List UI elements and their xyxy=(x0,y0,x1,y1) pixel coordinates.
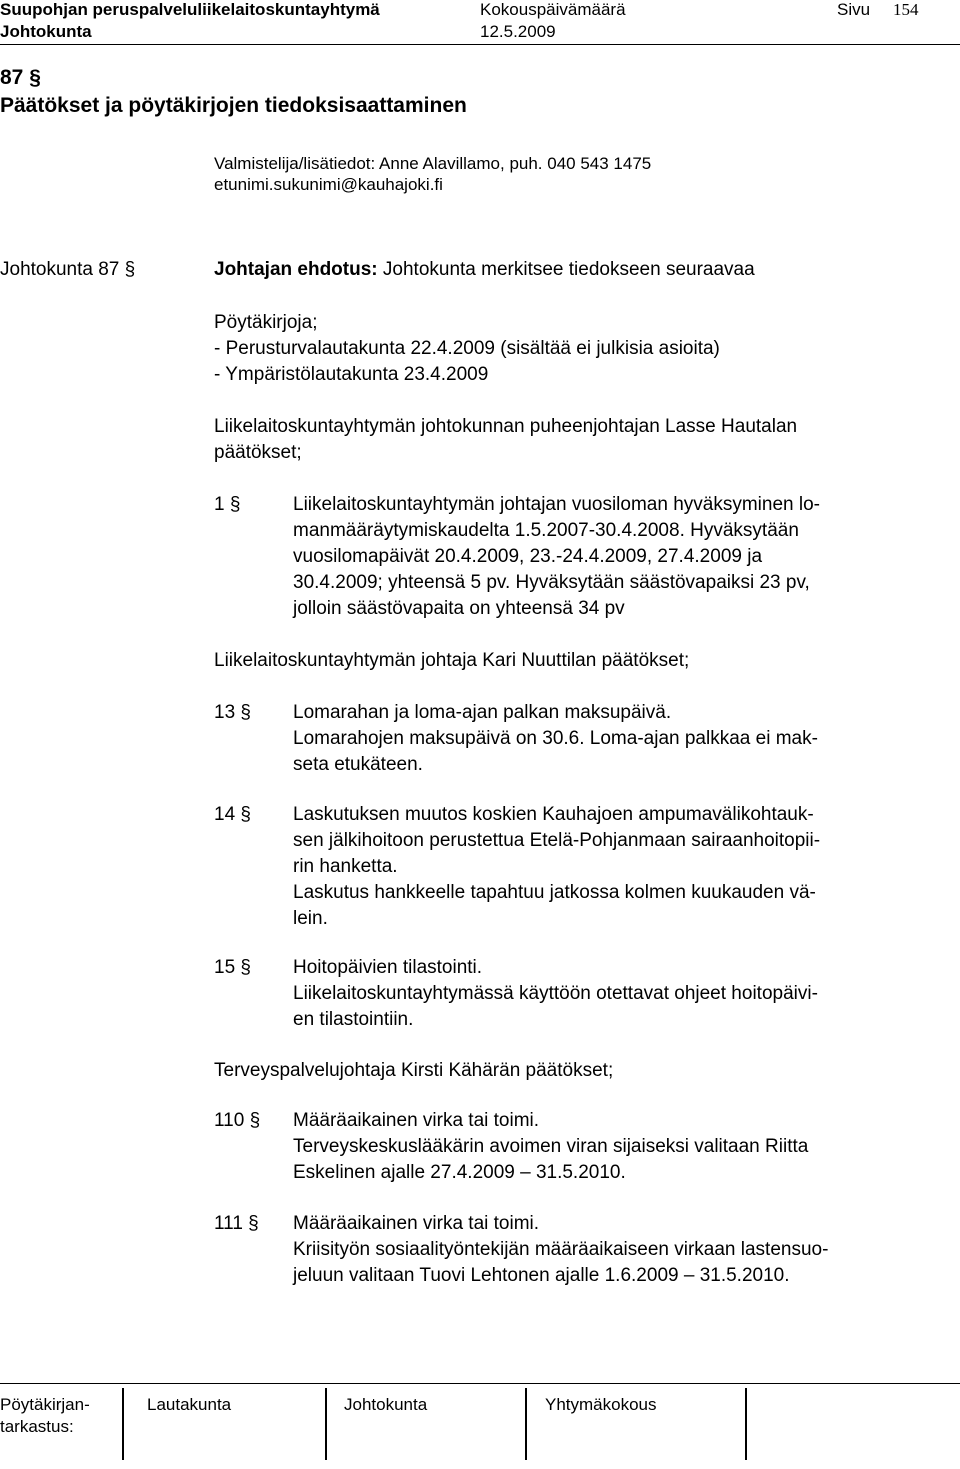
header-rule xyxy=(0,44,960,45)
decision-text: Määräaikainen virka tai toimi. Kriisityön sosiaalityöntekijän määräaikaiseen virkaan lastensuo- jeluun valitaan Tuovi Lehtonen ajalle 1.6.2009 – 31.5.2010. xyxy=(293,1213,829,1286)
health-heading: Terveyspalvelujohtaja Kirsti Kähärän päätökset; xyxy=(214,1060,614,1081)
proposal-ref-body: Johtokunta 87 xyxy=(0,259,120,280)
preparer-info: Valmistelija/lisätiedot: Anne Alavillamo, puh. 040 543 1475 xyxy=(214,154,652,173)
footer-divider xyxy=(325,1388,327,1460)
chair-heading-line: päätökset; xyxy=(214,442,302,463)
footer-col-yhtymakokous: Yhtymäkokous xyxy=(545,1395,657,1414)
proposal-line xyxy=(214,257,755,283)
proposal-ref-sign: § xyxy=(124,259,136,280)
section-title: Päätökset ja pöytäkirjojen tiedoksisaattaminen xyxy=(0,94,467,117)
header-meeting-label: Kokouspäivämäärä xyxy=(480,0,626,19)
section-heading xyxy=(0,66,41,90)
footer-divider xyxy=(122,1388,124,1460)
proposal-reference xyxy=(0,257,135,283)
footer-divider xyxy=(525,1388,527,1460)
chair-heading xyxy=(214,414,797,466)
decision-text: Laskutuksen muutos koskien Kauhajoen ampumavälikohtauk- sen jälkihoitoon perustettua Etelä-Pohjanmaan sairaanhoitopii- rin hanketta. Laskutus hankkeelle tapahtuu jatkossa kolmen kuukauden vä- lein. xyxy=(293,804,821,929)
decision-text: Hoitopäivien tilastointi. Liikelaitoskuntayhtymässä käyttöön otettavat ohjeet hoitopäivi- en tilastointiin. xyxy=(293,957,818,1030)
section-number: 87 xyxy=(0,66,24,89)
footer-col-johtokunta: Johtokunta xyxy=(344,1395,428,1414)
minutes-item: - Perusturvalautakunta 22.4.2009 (sisältää ei julkisia asioita) xyxy=(214,338,720,359)
decision-number: 111 § xyxy=(214,1213,259,1234)
header-body-name: Johtokunta xyxy=(0,22,92,41)
proposal-label: Johtajan ehdotus: xyxy=(214,259,378,280)
preparer-email: etunimi.sukunimi@kauhajoki.fi xyxy=(214,175,443,194)
footer-divider xyxy=(745,1388,747,1460)
decision-text: Lomarahan ja loma-ajan palkan maksupäivä. Lomarahojen maksupäivä on 30.6. Loma-ajan palkkaa ei mak- seta etukäteen. xyxy=(293,702,818,775)
header-meeting-date: 12.5.2009 xyxy=(480,22,556,41)
decision-number: 14 § xyxy=(214,804,251,825)
decision-text: Määräaikainen virka tai toimi. Terveyskeskuslääkärin avoimen viran sijaiseksi valitaan Riitta Eskelinen ajalle 27.4.2009 – 31.5.2010. xyxy=(293,1110,809,1183)
header-page-label: Sivu xyxy=(837,0,871,19)
decision-text: Liikelaitoskuntayhtymän johtajan vuosiloman hyväksyminen lo- manmääräytymiskaudelta 1.5.2007-30.4.2008. Hyväksytään vuosilomapäivät 20.4.2009, 23.-24.4.2009, 27.4.2009 ja 30.4.2009; yhteensä 5 pv. Hyväksytään säästövapaiksi 23 pv, jolloin säästövapaita on yhteensä 34 pv xyxy=(293,494,820,619)
decision-number: 13 § xyxy=(214,702,251,723)
minutes-item: - Ympäristölautakunta 23.4.2009 xyxy=(214,364,489,385)
footer-check-label: Pöytäkirjan- tarkastus: xyxy=(0,1395,90,1436)
director-heading: Liikelaitoskuntayhtymän johtaja Kari Nuuttilan päätökset; xyxy=(214,650,690,671)
section-sign: § xyxy=(29,66,41,89)
header-page-number: 154 xyxy=(893,0,919,19)
decision-number: 110 § xyxy=(214,1110,261,1131)
minutes-heading: Pöytäkirjoja; xyxy=(214,312,318,333)
header-org: Suupohjan peruspalveluliikelaitoskuntayhtymä xyxy=(0,0,380,19)
footer-rule xyxy=(0,1383,960,1384)
footer-col-lautakunta: Lautakunta xyxy=(147,1395,232,1414)
decision-number: 15 § xyxy=(214,957,251,978)
chair-heading-line: Liikelaitoskuntayhtymän johtokunnan puheenjohtajan Lasse Hautalan xyxy=(214,416,798,437)
decision-number: 1 § xyxy=(214,494,241,515)
proposal-text: Johtokunta merkitsee tiedokseen seuraavaa xyxy=(377,259,755,280)
